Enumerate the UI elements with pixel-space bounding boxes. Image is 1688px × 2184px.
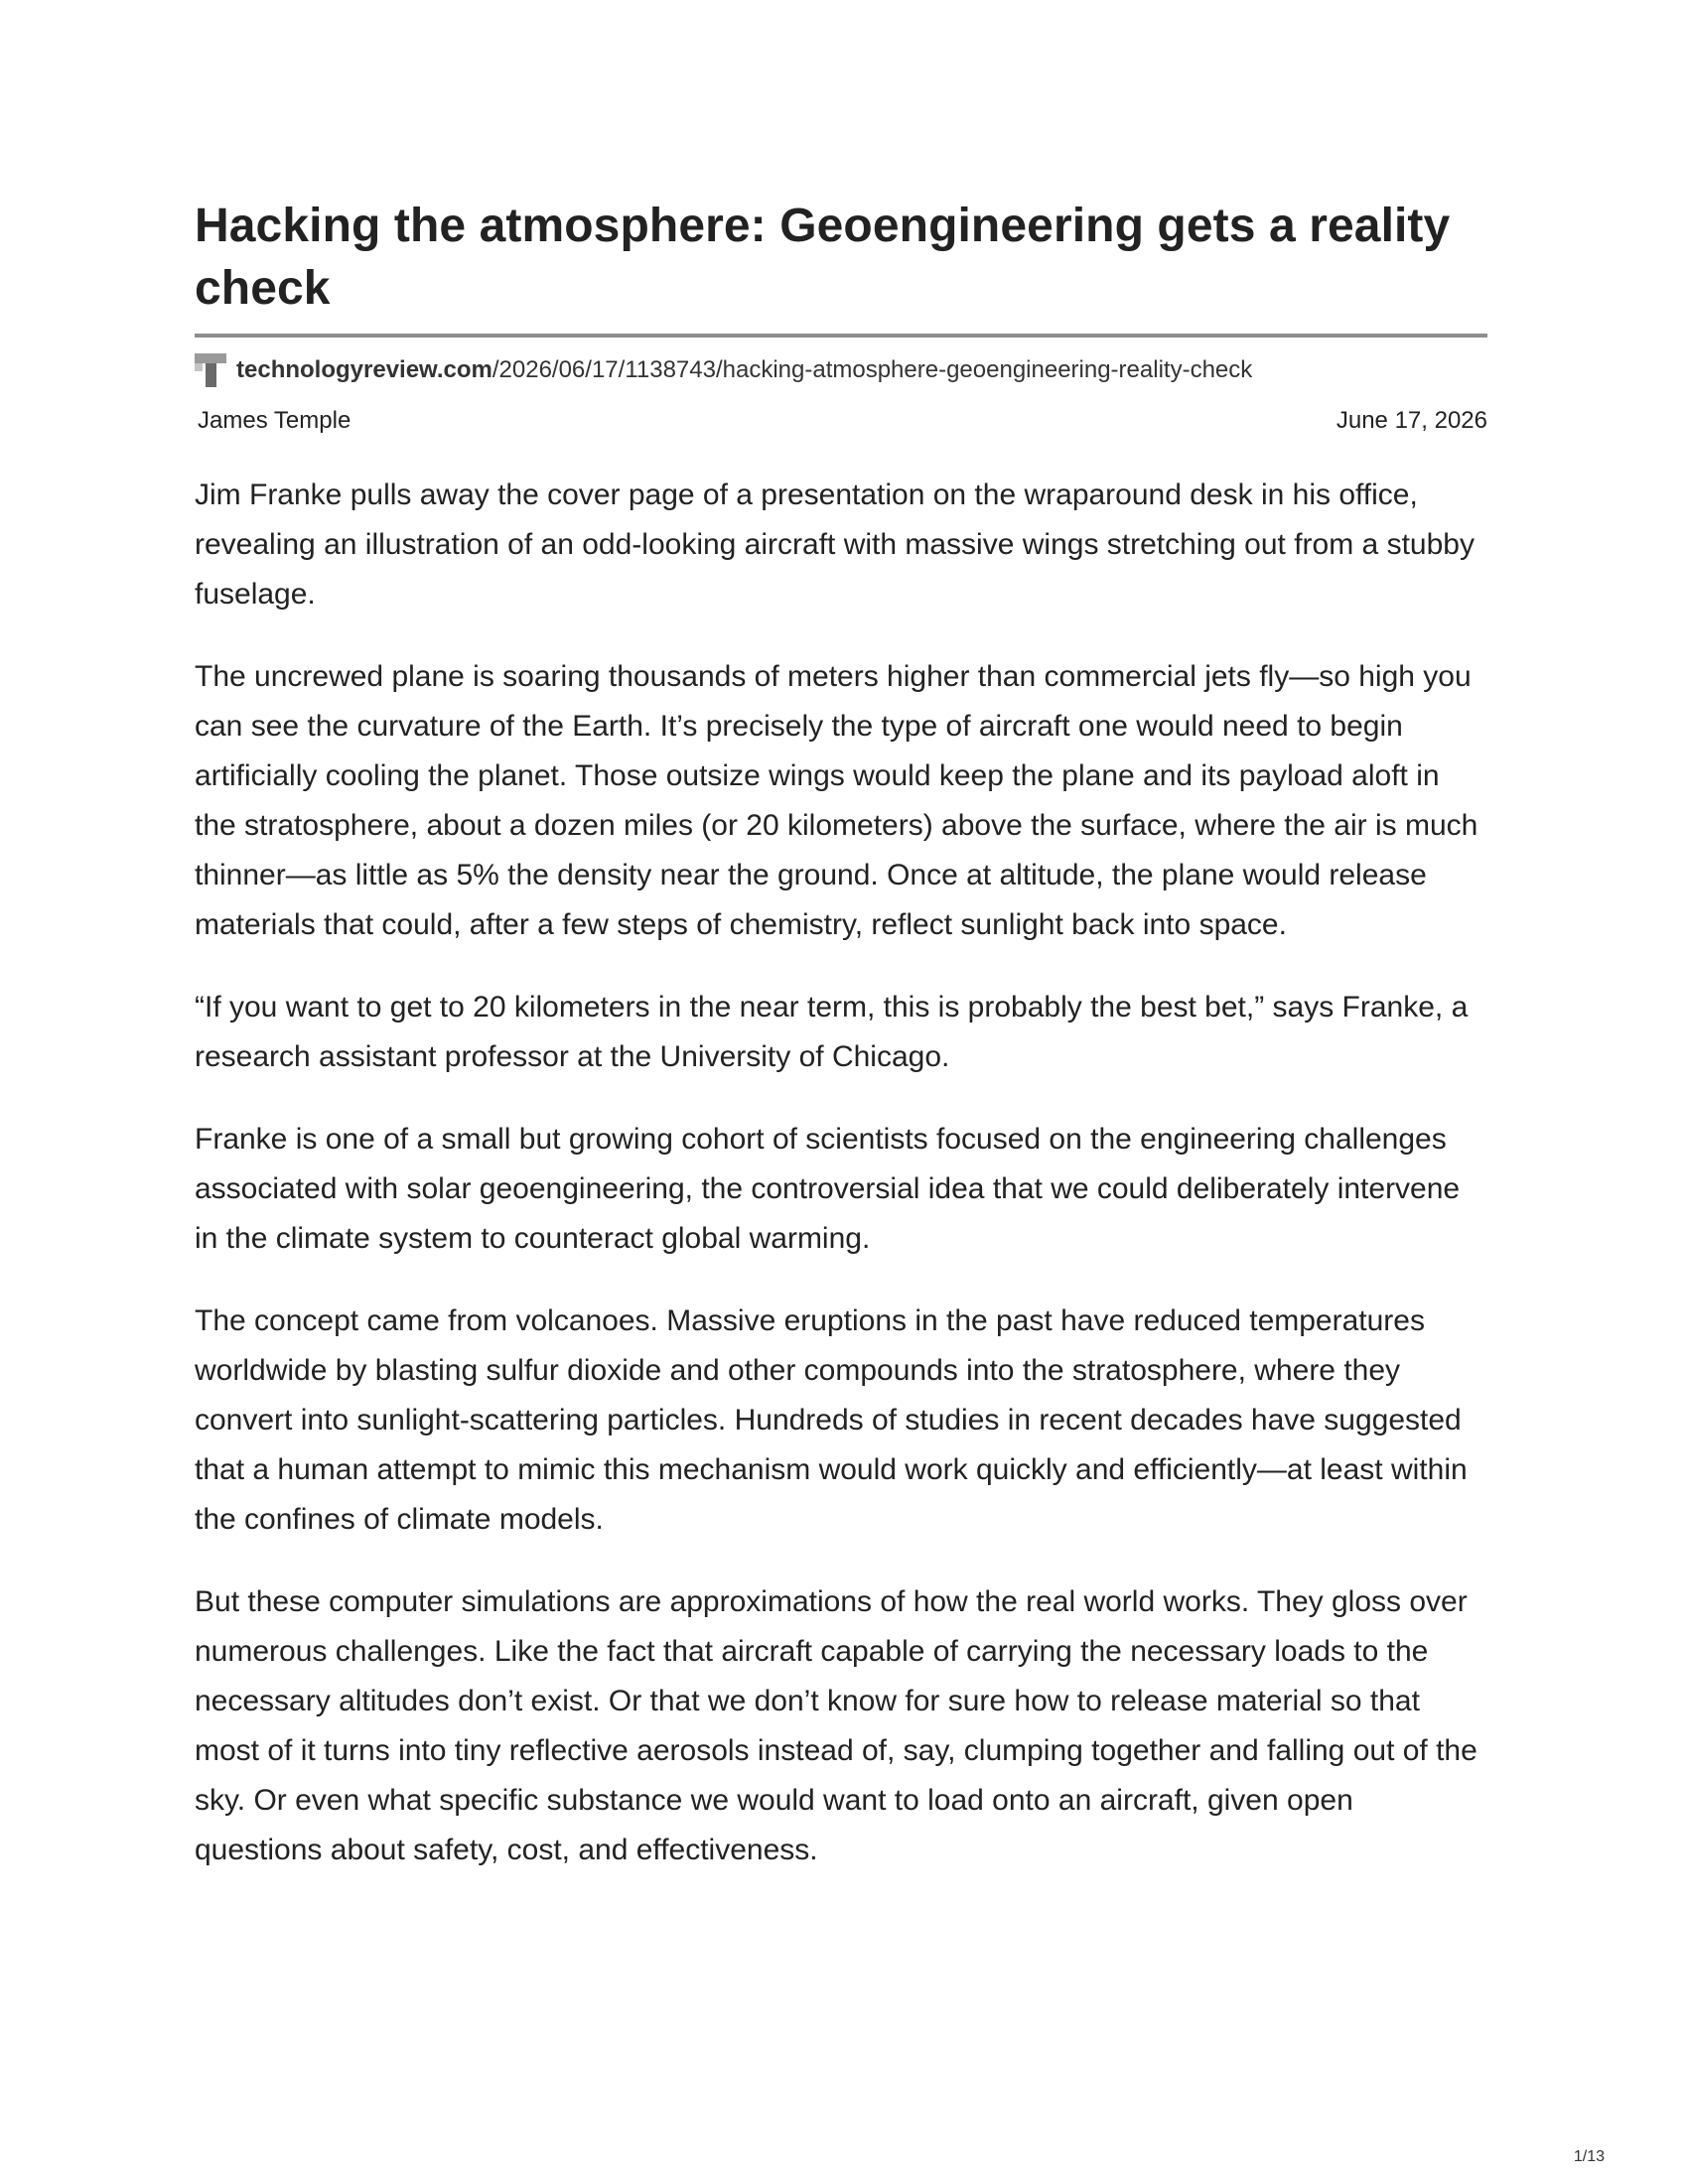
paragraph: The uncrewed plane is soaring thousands of meters higher than commercial jets fly—so high you can see the curvature of the Earth. It’s precisely the type of aircraft one would need to begin artificially cooling the planet. Those outsize wings would keep the plane and its payload aloft in the stratosphere, about a dozen miles (or 20 kilometers) above the surface, where the air is much thinner—as little as 5% the density near the ground. Once at altitude, the plane would release materials that could, after a few steps of chemistry, reflect sunlight back into space. [195,660,1478,941]
article-body [195,471,1487,1875]
paragraph: Franke is one of a small but growing cohort of scientists focused on the engineering challenges associated with solar geoengineering, the controversial idea that we could deliberately intervene in the climate system to counteract global warming. [195,1123,1461,1255]
paragraph: “If you want to get to 20 kilometers in the near term, this is probably the best bet,” says Franke, a research assistant professor at the University of Chicago. [195,991,1469,1073]
title-divider [195,334,1487,338]
author-name: James Temple [198,407,352,434]
article-title: Hacking the atmosphere: Geoengineering gets a reality check [195,200,1451,315]
article [195,195,1487,1908]
source-domain[interactable]: technologyreview.com [236,356,492,383]
byline [195,407,1487,435]
paragraph: The concept came from volcanoes. Massive eruptions in the past have reduced temperatures worldwide by blasting sulfur dioxide and other compounds into the stratosphere, where they convert into sunlight-scattering particles. Hundreds of studies in recent decades have suggested that a human attempt to mimic this mechanism would work quickly and efficiently—at least within the confines of climate models. [195,1304,1468,1536]
paragraph: Jim Franke pulls away the cover page of a presentation on the wraparound desk in his office, revealing an illustration of an odd-looking aircraft with massive wings stretching out from a stubby fuselage. [195,478,1475,611]
source-url[interactable] [236,356,1252,384]
source-line [195,353,1487,387]
paragraph: But these computer simulations are approximations of how the real world works. They gloss over numerous challenges. Like the fact that aircraft capable of carrying the necessary loads to the necessary altitudes don’t exist. Or that we don’t know for sure how to release material so that most of it turns into tiny reflective aerosols instead of, say, clumping together and falling out of the sky. Or even what specific substance we would want to load onto an aircraft, given open questions about safety, cost, and effectiveness. [195,1585,1477,1866]
page-number: 1/13 [1573,2148,1605,2165]
source-path[interactable]: /2026/06/17/1138743/hacking-atmosphere-geoengineering-reality-check [492,356,1253,383]
publish-date: June 17, 2026 [1336,407,1487,434]
technologyreview-logo-icon [195,353,226,387]
